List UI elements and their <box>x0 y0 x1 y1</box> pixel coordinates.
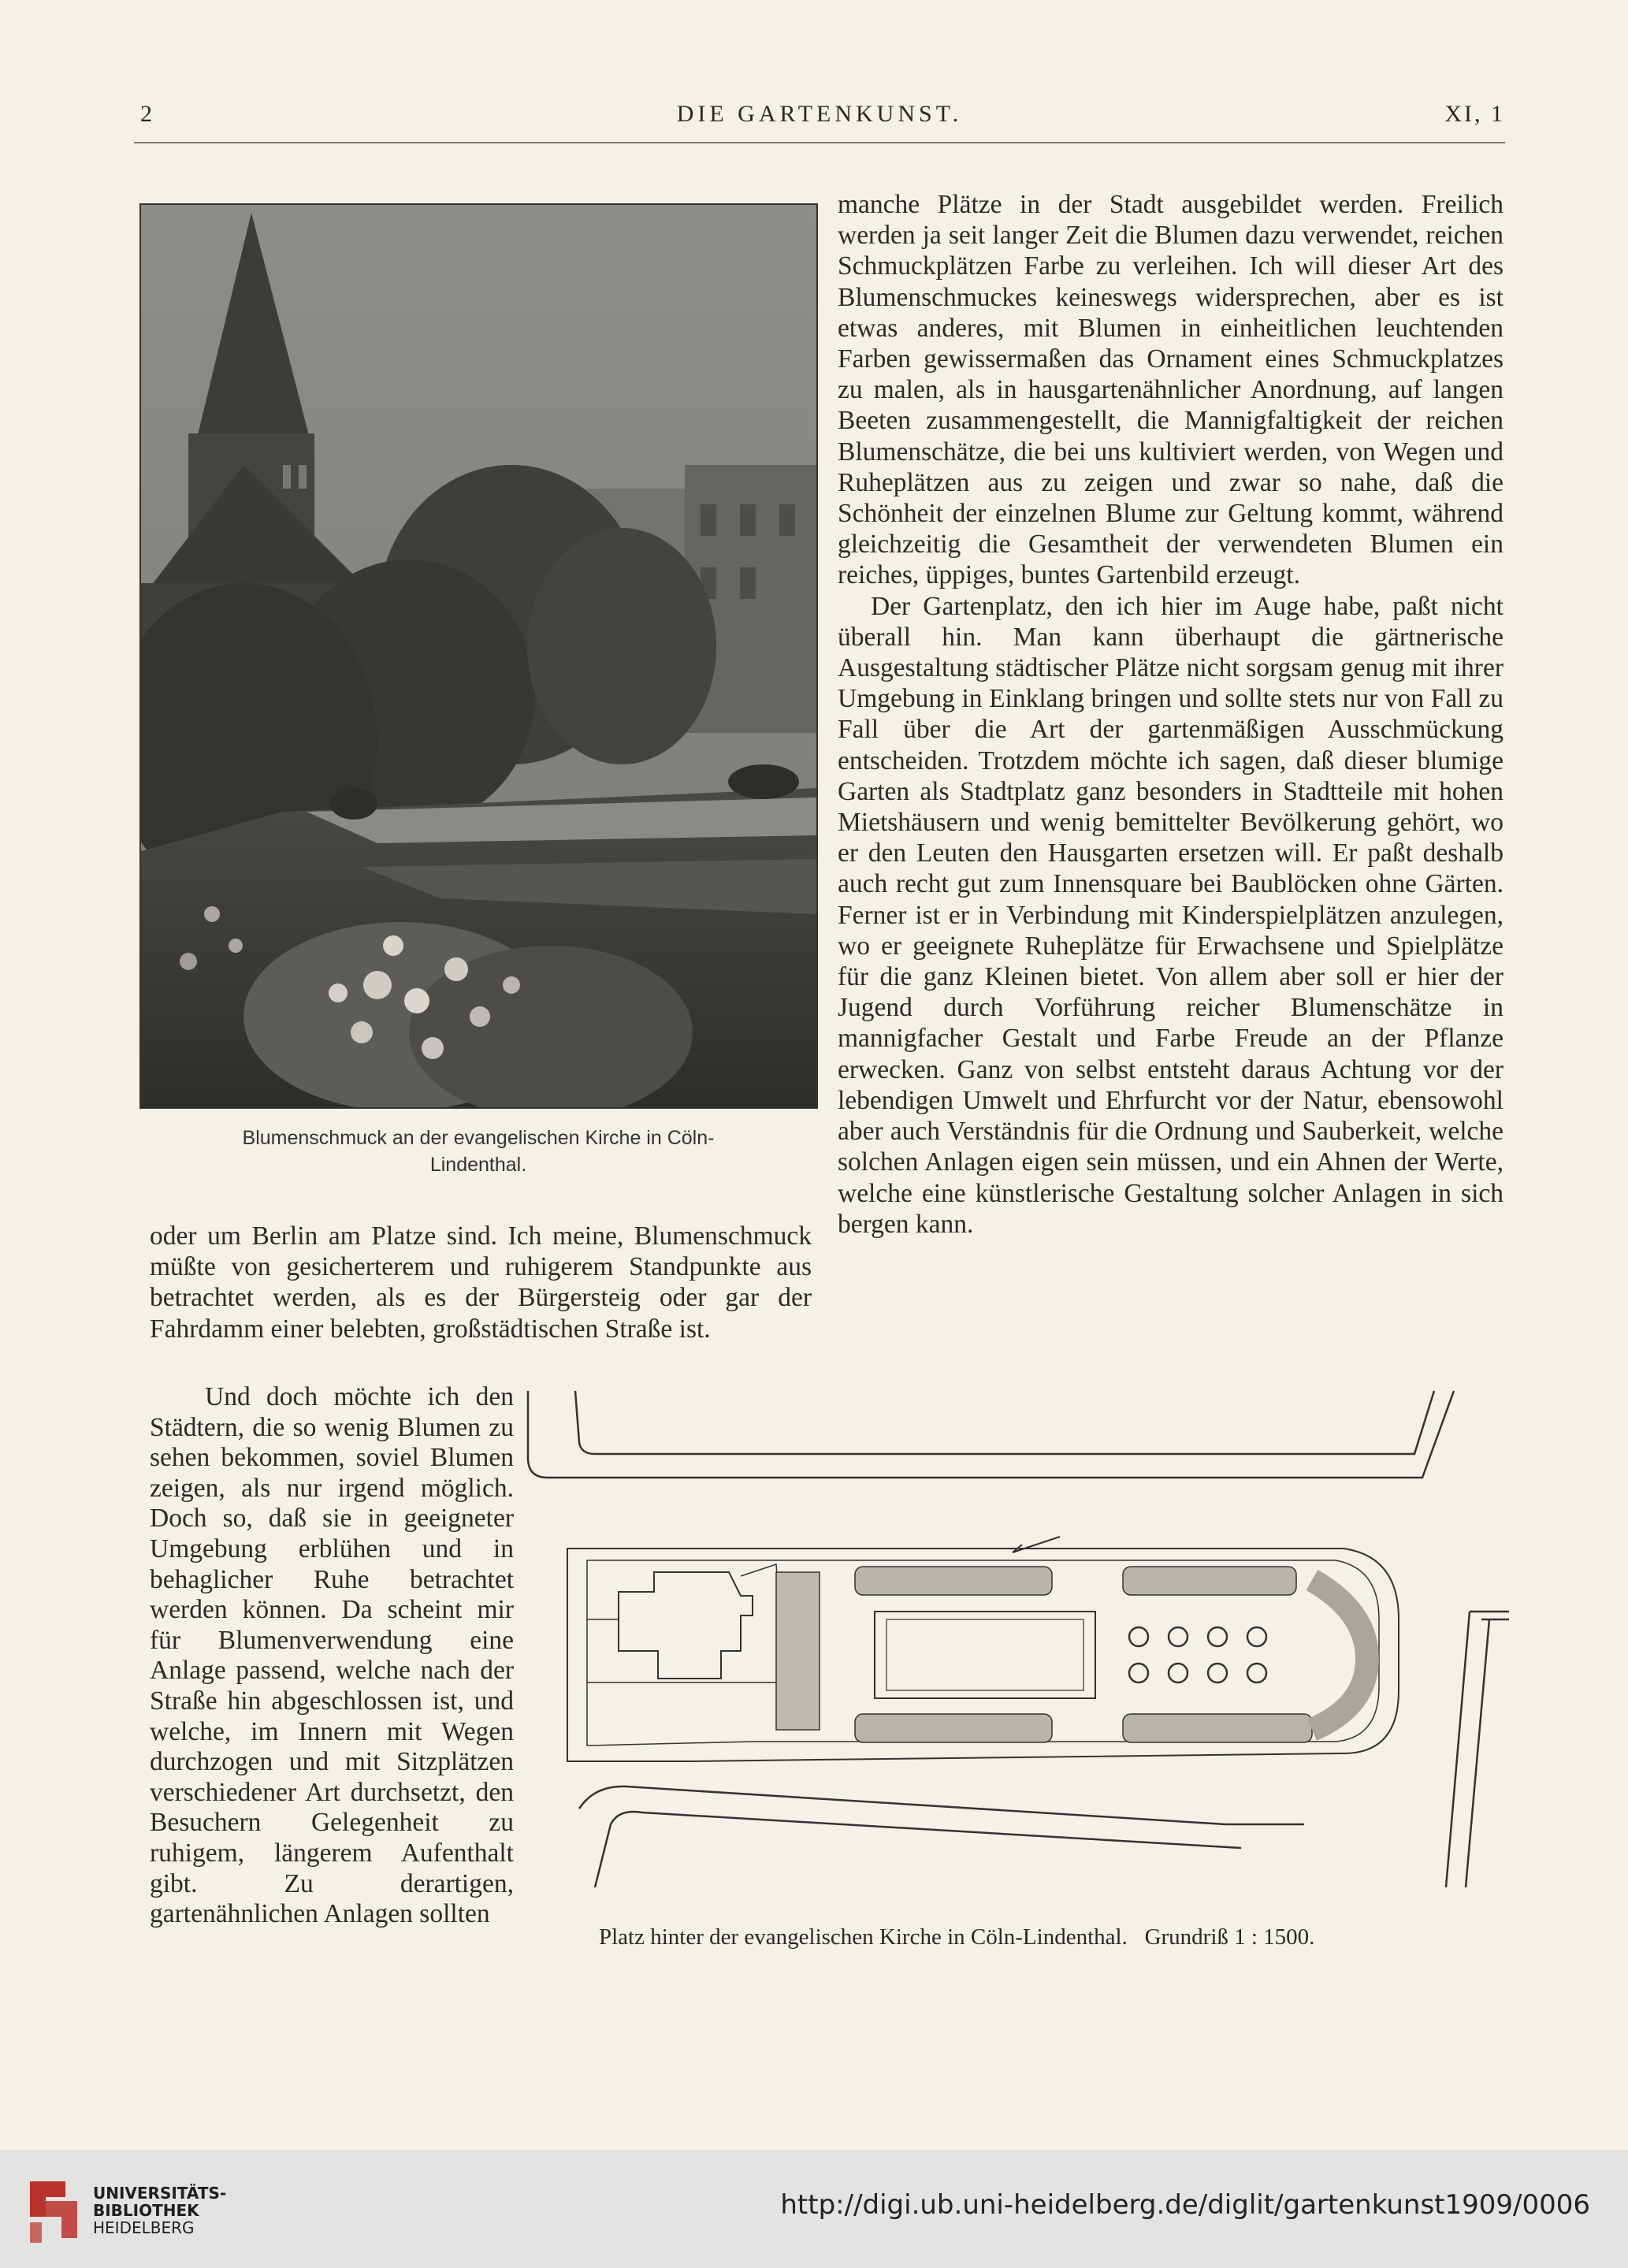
plan-illustration <box>516 1383 1509 1911</box>
photo-caption <box>139 1125 817 1178</box>
digitization-footer <box>0 2150 1628 2268</box>
issue-number: XI, 1 <box>1444 101 1505 127</box>
left-paragraph-1: oder um Berlin am Platze sind. Ich meine, Blumenschmuck müßte von gesicherterem und ruhigerem Standpunkte aus betrachtet werden, als es der Bürgersteig oder gar der Fahrdamm einer belebten, großstädtischen Straße ist. <box>150 1221 812 1344</box>
right-text-column <box>838 189 1503 1240</box>
left-paragraph-2: Und doch möchte ich den Städtern, die so wenig Blumen zu sehen bekommen, soviel Blumen zeigen, als nur irgend möglich. Doch so, daß sie in geeigneter Umgebung erblühen und in behaglicher Ruhe betrachtet werden können. Da scheint mir für Blumenverwendung eine Anlage passend, welche nach der Straße hin abgeschlossen ist, und welche, im Innern mit Wegen durchzogen und mit Sitzplätzen verschiedener Art durchsetzt, den Besuchern Gelegenheit zu ruhigem, längerem Aufenthalt gibt. Zu derartigen, gartenähnlichen Anlagen sollten <box>150 1382 514 1929</box>
photo-caption-line-1: Blumenschmuck an der evangelischen Kirche in Cöln- <box>242 1127 715 1149</box>
page-header <box>134 85 1505 132</box>
plan-caption-text: Platz hinter der evangelischen Kirche in Cöln-Lindenthal. <box>599 1924 1128 1950</box>
right-paragraph-2: Der Gartenplatz, den ich hier im Auge habe, paßt nicht überall hin. Man kann überhaupt die gärtnerische Ausgestaltung städtischer Plätze nicht sorgsam genug mit ihrer Umgebung in Einklang bringen und sollte stets nur von Fall zu Fall über die Art der gartenmäßigen Ausschmückung entscheiden. Trotzdem möchte ich sagen, daß dieser blumige Garten als Stadtplatz ganz besonders in Stadtteile mit hohen Mietshäusern und wenig bemittelter Bevölkerung gehört, wo er den Leuten den Hausgarten ersetzen will. Er paßt deshalb auch recht gut zum Innensquare bei Baublöcken ohne Gärten. Ferner ist er in Verbindung mit Kinderspielplätzen anzulegen, wo er geeignete Ruheplätze für Erwachsene und Spielplätze für die ganz Kleinen bietet. Von allem aber soll er hier der Jugend durch Vorführung reicher Blumenschätze in mannigfacher Gestalt und Farbe Freude an der Pflanze erwecken. Ganz von selbst entsteht daraus Achtung vor der lebendigen Umwelt und Ehrfurcht vor der Natur, ebensowohl aber auch Verständnis für die Ordnung und Sauberkeit, welche solchen Anlagen eigen sein müssen, und ein Ahnen der Werte, welche eine künstlerische Gestaltung solcher Anlagen in sich bergen kann. <box>838 591 1503 1239</box>
library-name-line-3: HEIDELBERG <box>93 2218 195 2237</box>
library-name-line-2: BIBLIOTHEK <box>93 2201 199 2220</box>
library-name-line-1: UNIVERSITÄTS- <box>93 2184 227 2203</box>
narrow-text-column <box>150 1382 514 1930</box>
garden-plan-drawing <box>516 1383 1509 1911</box>
left-text-column <box>150 1221 812 1344</box>
page-number: 2 <box>140 101 154 127</box>
plan-scale: Grundriß 1 : 1500. <box>1144 1924 1315 1950</box>
right-paragraph-1: manche Plätze in der Stadt ausgebildet werden. Freilich werden ja seit langer Zeit die Blumen dazu verwendet, reichen Schmuckplätzen Farbe zu verleihen. Ich will dieser Art des Blumenschmuckes keineswegs widersprechen, aber es ist etwas anderes, mit Blumen in einheitlichen leuchtenden Farben gewissermaßen das Ornament eines Schmuckplatzes zu malen, als in hausgartenähnlicher Anordnung, auf langen Beeten zusammengestellt, die Mannigfaltigkeit der reichen Blumenschätze, die bei uns kultiviert werden, von Wegen und Ruheplätzen aus zu zeigen und zwar so nahe, daß die Schönheit der einzelnen Blume zur Geltung kommt, während gleichzeitig die Gesamtheit der verwendeten Blumen ein reiches, üppiges, buntes Gartenbild erzeugt. <box>838 190 1503 590</box>
header-rule <box>134 142 1505 143</box>
library-name <box>93 2184 226 2236</box>
church-garden-photo <box>139 203 818 1109</box>
source-url-link[interactable]: http://digi.ub.uni-heidelberg.de/diglit/gartenkunst1909/0006 <box>780 2189 1590 2221</box>
photo-illustration <box>141 205 816 1107</box>
library-logo-icon <box>22 2173 84 2246</box>
photo-caption-line-2: Lindenthal. <box>429 1154 527 1176</box>
plan-caption <box>599 1924 1466 1950</box>
journal-title: DIE GARTENKUNST. <box>676 101 963 127</box>
